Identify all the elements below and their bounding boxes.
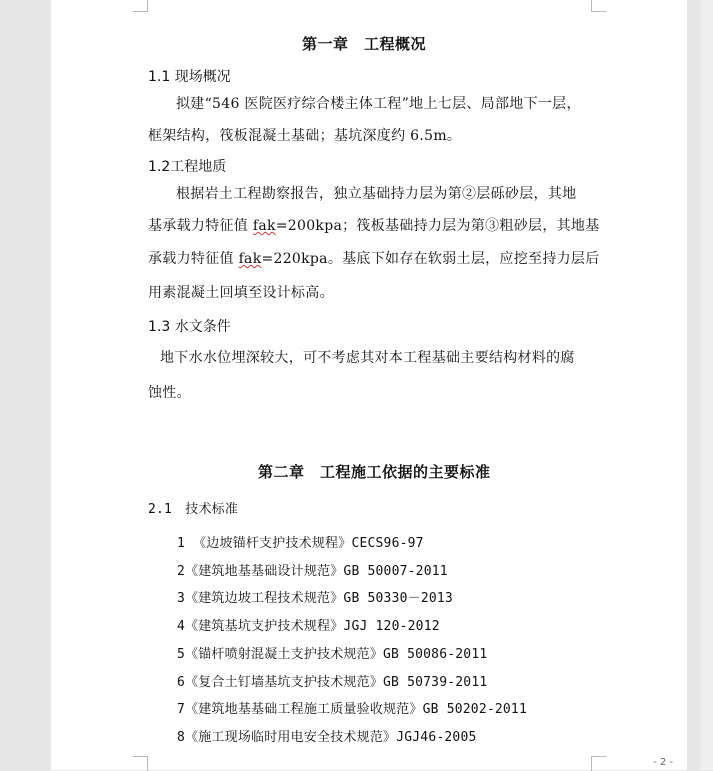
margin-corner-mark	[591, 0, 606, 12]
paragraph-line	[148, 215, 600, 235]
section-2-1-title: 2.1 技术标准	[148, 502, 239, 517]
paragraph-line: 用素混凝土回填至设计标高。	[148, 285, 334, 301]
text-run: 承载力特征值	[148, 251, 239, 267]
standard-item: 1 《边坡锚杆支护技术规程》CECS96-97	[177, 536, 424, 551]
document-page	[51, 0, 687, 770]
margin-corner-mark	[133, 0, 148, 12]
paragraph-line: 拟建“546 医院医疗综合楼主体工程”地上七层、局部地下一层，	[176, 96, 581, 112]
chapter2-title: 第二章 工程施工依据的主要标准	[258, 463, 491, 481]
text-run: =220kpa。基底下如存在软弱土层，应挖至持力层后	[261, 251, 600, 267]
standard-item: 7《建筑地基基础工程施工质量验收规范》GB 50202-2011	[177, 702, 527, 717]
section-1-1-title: 1.1 现场概况	[148, 69, 231, 85]
standard-item: 2《建筑地基基础设计规范》GB 50007-2011	[177, 564, 448, 579]
spellcheck-word: fak	[238, 251, 262, 267]
margin-corner-mark	[591, 756, 606, 771]
standard-item: 8《施工现场临时用电安全技术规范》JGJ46-2005	[177, 730, 477, 745]
section-1-2-title: 1.2工程地质	[148, 159, 227, 175]
vertical-scrollbar[interactable]	[701, 0, 713, 770]
margin-corner-mark	[133, 756, 148, 771]
chapter1-title: 第一章 工程概况	[302, 35, 427, 53]
paragraph-line: 根据岩土工程勘察报告，独立基础持力层为第②层砾砂层，其地	[176, 186, 577, 202]
standard-item: 6《复合土钉墙基坑支护技术规范》GB 50739-2011	[177, 675, 488, 690]
text-run: =200kpa；筏板基础持力层为第③粗砂层，其地基	[275, 218, 600, 234]
page-number: - 2 -	[653, 757, 673, 768]
text-run: 基承载力特征值	[148, 218, 253, 234]
paragraph-line: 框架结构，筏板混凝土基础；基坑深度约 6.5m。	[148, 128, 462, 144]
paragraph-line: 蚀性。	[148, 385, 191, 401]
standard-item: 4《建筑基坑支护技术规程》JGJ 120-2012	[177, 619, 440, 634]
spellcheck-word: fak	[252, 218, 276, 234]
paragraph-line	[148, 248, 600, 268]
paragraph-line: 地下水水位埋深较大，可不考虑其对本工程基础主要结构材料的腐	[160, 350, 575, 366]
standard-item: 3《建筑边坡工程技术规范》GB 50330－2013	[177, 591, 453, 606]
section-1-3-title: 1.3 水文条件	[148, 319, 231, 335]
standard-item: 5《锚杆喷射混凝土支护技术规范》GB 50086-2011	[177, 647, 488, 662]
